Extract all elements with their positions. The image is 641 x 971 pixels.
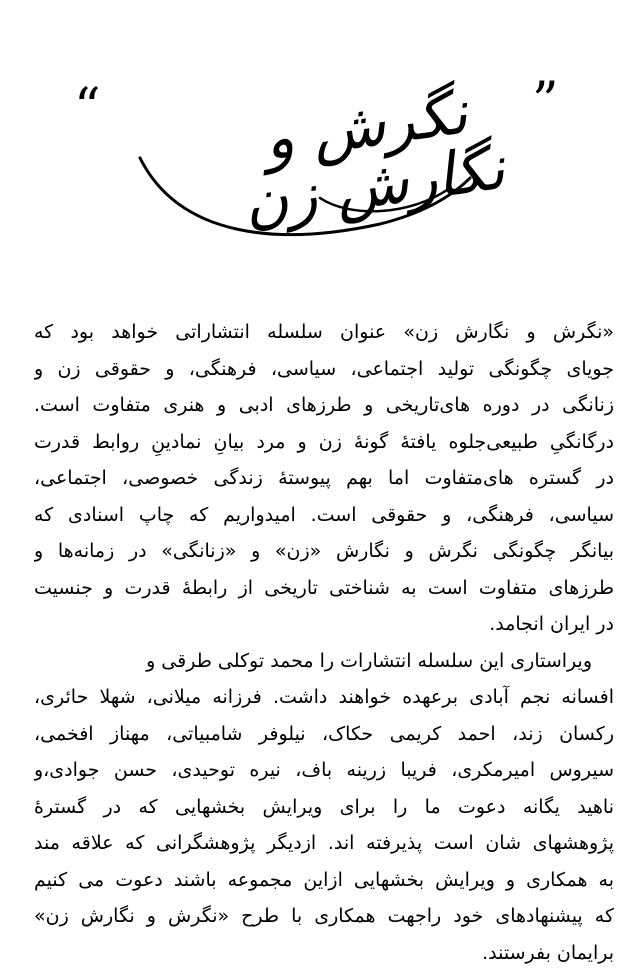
paragraph-line: درگانگیِ طبیعی‌جلوه یافتهٔ گونهٔ زن و مرد بیانِ نمادینِ روابط قدرت xyxy=(34,424,614,461)
paragraph-line: جویای چگونگی تولید اجتماعی، سیاسی، فرهنگی، و حقوقی زن و xyxy=(34,351,614,388)
title-block xyxy=(60,18,580,238)
paragraph-line: ویراستاری این سلسله انتشارات را محمد توکلی طرقی و xyxy=(34,643,614,680)
paragraph-line: که پیشنهادهای خود راجهت همکاری با طرح «نگرش و نگارش زن» xyxy=(34,898,614,935)
paragraph-line: زنانگی در دوره های‌تاریخی و طرزهای ادبی و هنری متفاوت است. xyxy=(34,387,614,424)
paragraph-line: به همکاری و ویرایش بخشهایی ازاین مجموعه باشند دعوت می کنیم xyxy=(34,862,614,899)
paragraph-line: افسانه نجم آبادی برعهده خواهند داشت. فرزانه میلانی، شهلا حائری، xyxy=(34,679,614,716)
paragraph-line: در ایران انجامد. xyxy=(34,606,614,643)
paragraph-line: ناهید یگانه دعوت ما را برای ویرایش بخشهایی که در گسترهٔ xyxy=(34,789,614,826)
paragraph-line: سیاسی، فرهنگی، و حقوقی است. امیدواریم که چاپ اسنادی که xyxy=(34,497,614,534)
paragraph-line: پژوهشهای شان است پذیرفته اند. ازدیگر پژوهشگرانی که علاقه مند xyxy=(34,825,614,862)
paragraph-line: بیانگر چگونگی نگرش و نگارش «زن» و «زنانگی» در زمانه‌ها و xyxy=(34,533,614,570)
title-close-quote: ” xyxy=(532,76,559,128)
paragraph-line: طرزهای متفاوت است به شناختی تاریخی از رابطهٔ قدرت و جنسیت xyxy=(34,570,614,607)
paragraph-line: رکسان زند، احمد کریمی حکاک، نیلوفر شامبیاتی، مهناز افخمی، xyxy=(34,716,614,753)
page-title: نگرش و نگارش زن xyxy=(173,70,566,242)
paragraph-line: «نگرش و نگارش زن» عنوان سلسله انتشاراتی خواهد بود که xyxy=(34,314,614,351)
title-open-quote: “ xyxy=(74,82,101,134)
paragraph-line: سیروس امیرمکری، فریبا زرینه باف، نیره توحیدی، حسن جوادی،و xyxy=(34,752,614,789)
title-flourish xyxy=(120,128,540,248)
paragraph-line: در گستره های‌متفاوت اما بهم پیوستهٔ زندگی خصوصی، اجتماعی، xyxy=(34,460,614,497)
body-text xyxy=(34,314,614,971)
paragraph-line: برایمان بفرستند. xyxy=(34,935,614,971)
